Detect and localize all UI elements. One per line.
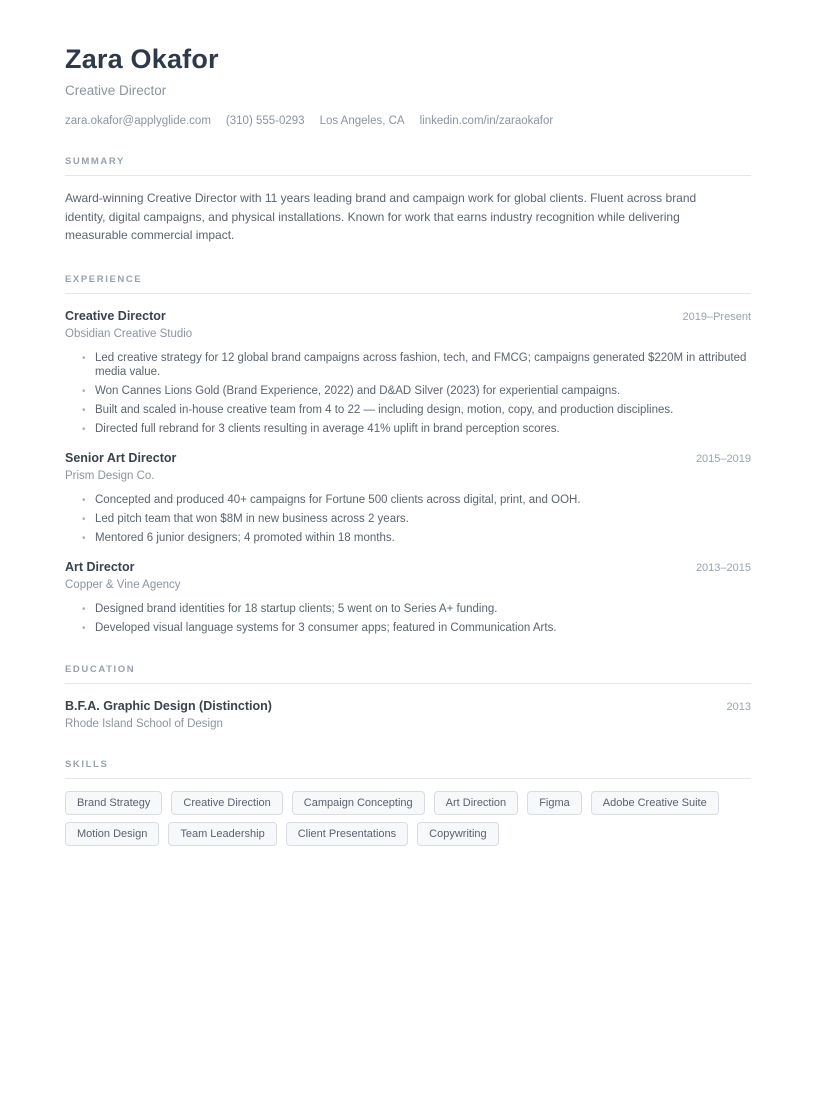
summary-section <box>65 156 751 245</box>
education-dates: 2013 <box>726 700 751 713</box>
skill-tag: Campaign Concepting <box>292 791 425 815</box>
bullet-item: • Won Cannes Lions Gold (Brand Experience, 2022) and D&AD Silver (2023) for experiential campaigns. <box>95 384 751 398</box>
skills-section <box>65 759 751 846</box>
skill-tag-list <box>65 791 751 846</box>
skill-tag: Motion Design <box>65 822 159 846</box>
job-title: Art Director <box>65 559 135 574</box>
job-header-row <box>65 451 751 465</box>
bullet-list <box>65 351 751 436</box>
bullet-item: • Built and scaled in-house creative team from 4 to 22 — including design, motion, copy, and production disciplines. <box>95 403 751 417</box>
education-section-label: EDUCATION <box>65 664 751 684</box>
resume-header <box>65 44 751 127</box>
bullet-item: • Mentored 6 junior designers; 4 promoted within 18 months. <box>95 531 751 545</box>
contact-linkedin: linkedin.com/in/zaraokafor <box>419 115 554 127</box>
degree-title: B.F.A. Graphic Design (Distinction) <box>65 698 272 713</box>
bullet-item: • Led creative strategy for 12 global brand campaigns across fashion, tech, and FMCG; campaigns generated $220M in attributed media value. <box>95 351 751 379</box>
contact-email: zara.okafor@applyglide.com <box>65 115 211 127</box>
skill-tag: Client Presentations <box>286 822 408 846</box>
job-list <box>65 309 751 635</box>
job-company: Copper & Vine Agency <box>65 578 181 591</box>
bullet-item: • Concepted and produced 40+ campaigns for Fortune 500 clients across digital, print, and OOH. <box>95 493 751 507</box>
job-header-row <box>65 309 751 323</box>
education-entry <box>65 699 751 730</box>
candidate-title: Creative Director <box>65 83 167 98</box>
summary-text: Award-winning Creative Director with 11 years leading brand and campaign work for global clients. Fluent across brand identity, digital campaigns, and physical installations. Known for work that earns industry recognition while delivering measurable commercial impact. <box>65 191 697 242</box>
summary-section-label: SUMMARY <box>65 156 751 176</box>
experience-section <box>65 274 751 635</box>
bullet-list <box>65 493 751 545</box>
skills-section-label: SKILLS <box>65 759 751 779</box>
job-header-row <box>65 560 751 574</box>
contact-location: Los Angeles, CA <box>319 115 405 127</box>
skill-tag: Adobe Creative Suite <box>591 791 719 815</box>
skill-tag: Brand Strategy <box>65 791 162 815</box>
job-entry <box>65 451 751 545</box>
candidate-name: Zara Okafor <box>65 44 219 74</box>
job-title: Creative Director <box>65 308 166 323</box>
skill-tag: Creative Direction <box>171 791 282 815</box>
bullet-item: • Led pitch team that won $8M in new business across 2 years. <box>95 512 751 526</box>
job-dates: 2013–2015 <box>695 561 751 574</box>
bullet-item: • Directed full rebrand for 3 clients resulting in average 41% uplift in brand perception scores. <box>95 422 751 436</box>
skill-tag: Team Leadership <box>168 822 276 846</box>
school-name: Rhode Island School of Design <box>65 717 223 730</box>
job-company: Obsidian Creative Studio <box>65 327 193 340</box>
bullet-list <box>65 602 751 635</box>
job-entry <box>65 309 751 436</box>
job-dates: 2015–2019 <box>695 452 751 465</box>
skill-tag: Figma <box>527 791 582 815</box>
bullet-item: • Designed brand identities for 18 startup clients; 5 went on to Series A+ funding. <box>95 602 751 616</box>
education-section <box>65 664 751 730</box>
contact-phone: (310) 555-0293 <box>225 115 305 127</box>
job-company: Prism Design Co. <box>65 469 155 482</box>
job-dates: 2019–Present <box>682 310 751 323</box>
job-entry <box>65 560 751 635</box>
skill-tag: Copywriting <box>417 822 498 846</box>
education-header-row <box>65 699 751 713</box>
bullet-item: • Developed visual language systems for 3 consumer apps; featured in Communication Arts. <box>95 621 751 635</box>
job-title: Senior Art Director <box>65 450 177 465</box>
contact-row <box>65 115 751 127</box>
skill-tag: Art Direction <box>434 791 519 815</box>
experience-section-label: EXPERIENCE <box>65 274 751 294</box>
